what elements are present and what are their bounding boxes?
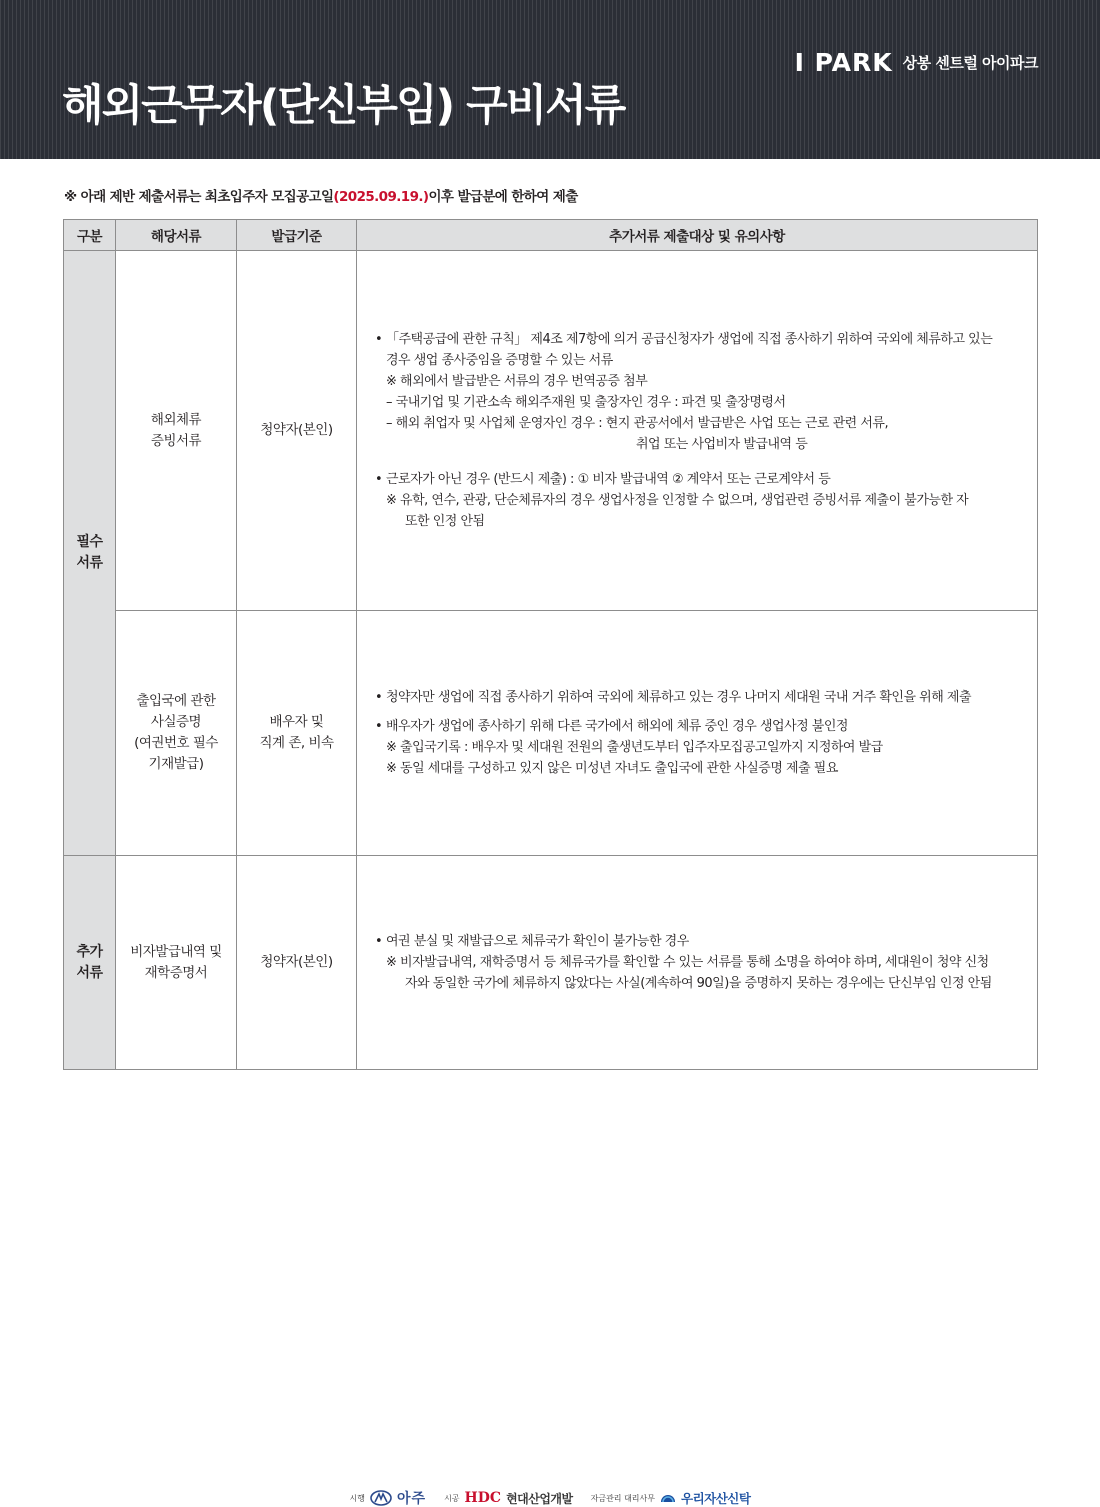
note-bullet: • 청약자만 생업에 직접 종사하기 위하여 국외에 체류하고 있는 경우 나머지 세대원 국내 거주 확인을 위해 제출: [375, 687, 1023, 708]
developer-name: 아주: [397, 1491, 427, 1507]
category-label: 추가: [76, 943, 103, 960]
builder-credit: [444, 1490, 573, 1507]
issue-basis: [237, 611, 357, 856]
note-bullet: • 여권 분실 및 재발급으로 체류국가 확인이 불가능한 경우: [375, 931, 1023, 952]
notice-suffix: 이후 발급분에 한하여 제출: [428, 189, 578, 205]
notes-cell: [357, 856, 1038, 1070]
submission-notice: [64, 185, 578, 205]
note-line: 경우 생업 종사중임을 증명할 수 있는 서류: [386, 353, 613, 368]
note-remark: ※ 해외에서 발급받은 서류의 경우 번역공증 첨부: [386, 374, 648, 389]
note-bullet: • 「주택공급에 관한 규칙」 제4조 제7항에 의거 공급신청자가 생업에 직접 종사하기 위하여 국외에 체류하고 있는: [375, 329, 1023, 350]
note-remark: ※ 비자발급내역, 재학증명서 등 체류국가를 확인할 수 있는 서류를 통해 소명을 하여야 하며, 세대원이 청약 신청: [386, 955, 989, 970]
basis-line: 청약자(본인): [260, 954, 333, 970]
document-line: 재학증명서: [144, 964, 208, 981]
note-remark: ※ 동일 세대를 구성하고 있지 않은 미성년 자녀도 출입국에 관한 사실증명 제출 필요: [386, 761, 838, 776]
trust-role: 자금관리 대리사무: [590, 1493, 655, 1503]
category-additional: [64, 856, 116, 1070]
builder-role: 시공: [444, 1493, 460, 1503]
category-required: [64, 251, 116, 856]
table-row: [64, 611, 1038, 856]
header-category: 구분: [64, 220, 116, 251]
document-line: 출입국에 관한: [136, 693, 216, 709]
notice-prefix: ※ 아래 제반 제출서류는 최초입주자 모집공고일: [64, 189, 334, 205]
footer: [0, 1488, 1100, 1507]
document-line: 기재발급): [148, 756, 204, 772]
header-banner: [0, 0, 1100, 159]
table-header-row: [64, 220, 1038, 251]
document-name: [116, 611, 237, 856]
developer-credit: [350, 1488, 427, 1507]
note-line: 취업 또는 사업비자 발급내역 등: [636, 437, 808, 452]
developer-role: 시행: [349, 1493, 366, 1503]
header-document: 해당서류: [116, 220, 237, 251]
table-row: [64, 856, 1038, 1070]
table-row: [64, 251, 1038, 611]
document-line: 증빙서류: [150, 432, 202, 449]
document-line: 사실증명: [150, 714, 202, 730]
note-line: 또한 인정 안됨: [405, 514, 485, 529]
basis-line: 직계 존, 비속: [259, 735, 334, 751]
notice-date: (2025.09.19.): [333, 189, 429, 205]
aju-logo-icon: [370, 1490, 392, 1506]
builder-name: 현대산업개발: [506, 1491, 573, 1506]
notes-cell: [357, 611, 1038, 856]
note-remark: ※ 출입국기록 : 배우자 및 세대원 전원의 출생년도부터 입주자모집공고일까지 지정하여 발급: [386, 740, 883, 755]
hdc-logo: HDC: [464, 1490, 502, 1506]
document-name: [116, 856, 237, 1070]
brand: [795, 48, 1038, 77]
document-name: [116, 251, 237, 611]
category-label: 필수: [76, 534, 103, 550]
note-dash: – 국내기업 및 기관소속 해외주재원 및 출장자인 경우 : 파견 및 출장명령서: [386, 395, 786, 410]
header-notes: 추가서류 제출대상 및 유의사항: [357, 220, 1038, 251]
note-bullet: • 근로자가 아닌 경우 (반드시 제출) : ① 비자 발급내역 ② 계약서 또는 근로계약서 등: [375, 469, 1023, 490]
page-title: 해외근무자(단신부임) 구비서류: [62, 81, 625, 131]
basis-line: 청약자(본인): [260, 422, 333, 438]
category-label: 서류: [76, 555, 103, 571]
ipark-logo: I PARK: [794, 48, 893, 77]
note-bullet: • 배우자가 생업에 종사하기 위해 다른 국가에서 해외에 체류 중인 경우 생업사정 불인정: [375, 716, 1023, 737]
document-line: (여권번호 필수: [134, 735, 218, 751]
issue-basis: [237, 856, 357, 1070]
trust-name: 우리자산신탁: [681, 1491, 751, 1506]
issue-basis: [237, 251, 357, 611]
note-line: 자와 동일한 국가에 체류하지 않았다는 사실(계속하여 90일)을 증명하지 못하는 경우에는 단신부임 인정 안됨: [405, 976, 992, 991]
note-remark: ※ 유학, 연수, 관광, 단순체류자의 경우 생업사정을 인정할 수 없으며, 생업관련 증빙서류 제출이 불가능한 자: [386, 493, 969, 508]
trust-credit: [591, 1489, 751, 1507]
documents-table: [63, 219, 1038, 1070]
notes-cell: [357, 251, 1038, 611]
category-label: 서류: [76, 964, 103, 981]
header-basis: 발급기준: [237, 220, 357, 251]
note-dash: – 해외 취업자 및 사업체 운영자인 경우 : 현지 관공서에서 발급받은 사업 또는 근로 관련 서류,: [386, 416, 889, 431]
woori-logo-icon: [660, 1492, 676, 1504]
document-line: 해외체류: [150, 411, 202, 428]
brand-name: 상봉 센트럴 아이파크: [902, 54, 1038, 72]
basis-line: 배우자 및: [269, 714, 324, 730]
document-line: 비자발급내역 및: [130, 943, 222, 960]
